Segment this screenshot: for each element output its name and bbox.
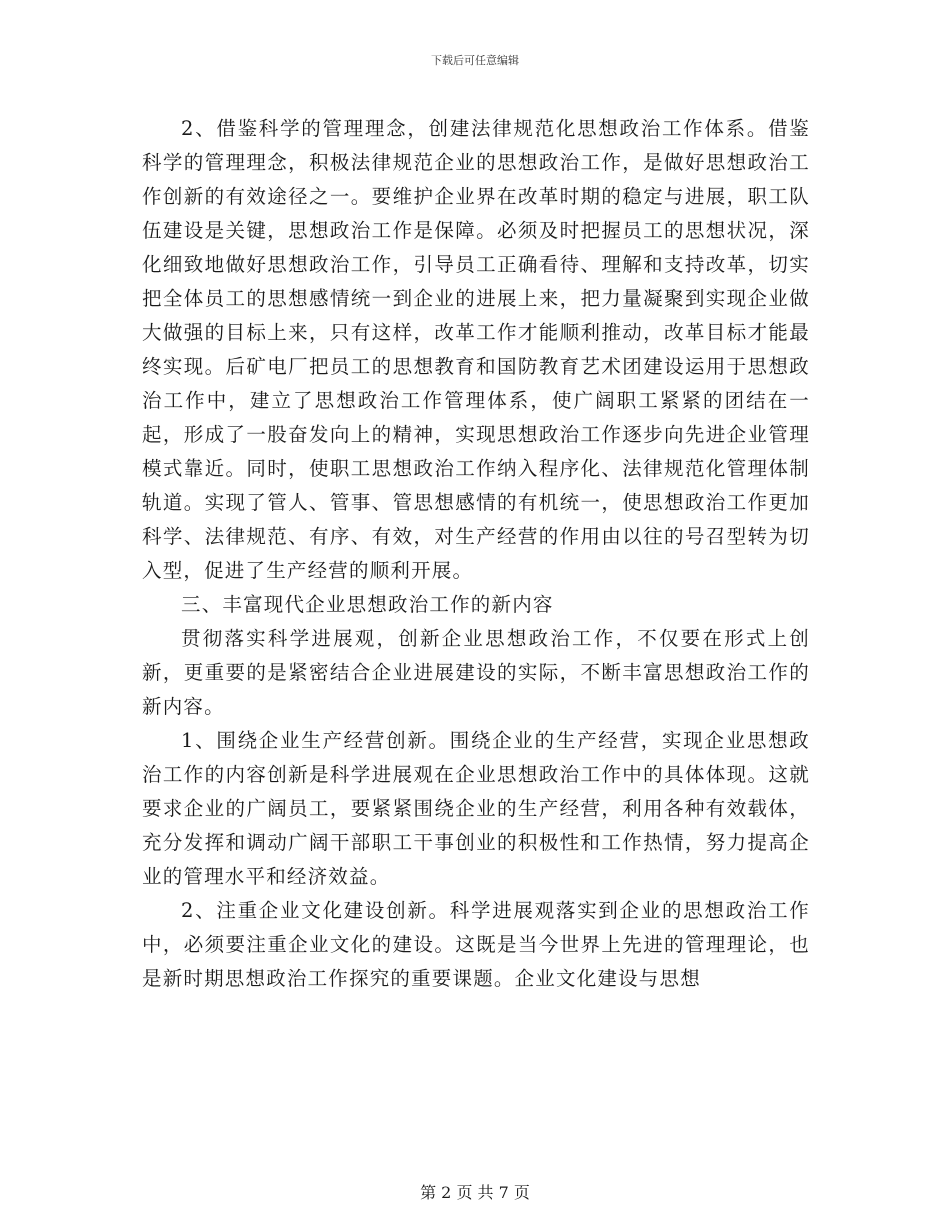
page-header: 下载后可任意编辑 bbox=[431, 54, 519, 67]
paragraph-management-system: 2、借鉴科学的管理理念，创建法律规范化思想政治工作体系。借鉴科学的管理理念，积极法律规范企业的思想政治工作，是做好思想政治工作创新的有效途径之一。要维护企业界在改革时期的稳定与进展，职工队伍建设是关键，思想政治工作是保障。必须及时把握员工的思想状况，深化细致地做好思想政治工作，引导员工正确看待、理解和支持改革，切实把全体员工的思想感情统一到企业的进展上来，把力量凝聚到实现企业做大做强的目标上来，只有这样，改革工作才能顺利推动，改革目标才能最终实现。后矿电厂把员工的思想教育和国防教育艺术团建设运用于思想政治工作中，建立了思想政治工作管理体系，使广阔职工紧紧的团结在一起，形成了一股奋发向上的精神，实现思想政治工作逐步向先进企业管理模式靠近。同时，使职工思想政治工作纳入程序化、法律规范化管理体制轨道。实现了管人、管事、管思想感情的有机统一，使思想政治工作更加科学、法律规范、有序、有效，对生产经营的作用由以往的号召型转为切入型，促进了生产经营的顺利开展。 bbox=[142, 117, 810, 582]
section-heading-new-content: 三、丰富现代企业思想政治工作的新内容 bbox=[181, 593, 554, 616]
paragraph-production-innovation: 1、围绕企业生产经营创新。围绕企业的生产经营，实现企业思想政治工作的内容创新是科学进展观在企业思想政治工作中的具体体现。这就要求企业的广阔员工，要紧紧围绕企业的生产经营，利用各种有效载体，充分发挥和调动广阔干部职工干事创业的积极性和工作热情，努力提高企业的管理水平和经济效益。 bbox=[142, 729, 810, 888]
footer-prefix: 第 bbox=[420, 1183, 437, 1202]
document-body bbox=[142, 112, 810, 996]
paragraph-intro-new-content: 贯彻落实科学进展观，创新企业思想政治工作，不仅要在形式上创新，更重要的是紧密结合企业进展建设的实际，不断丰富思想政治工作的新内容。 bbox=[142, 627, 810, 718]
page-footer bbox=[0, 1183, 950, 1203]
footer-total-pages: 7 bbox=[498, 1183, 509, 1202]
paragraph-culture-innovation: 2、注重企业文化建设创新。科学进展观落实到企业的思想政治工作中，必须要注重企业文化的建设。这既是当今世界上先进的管理理论，也是新时期思想政治工作探究的重要课题。企业文化建设与思想 bbox=[142, 899, 810, 990]
footer-middle: 页 共 bbox=[456, 1183, 494, 1202]
footer-current-page: 2 bbox=[441, 1183, 452, 1202]
footer-suffix: 页 bbox=[513, 1183, 530, 1202]
